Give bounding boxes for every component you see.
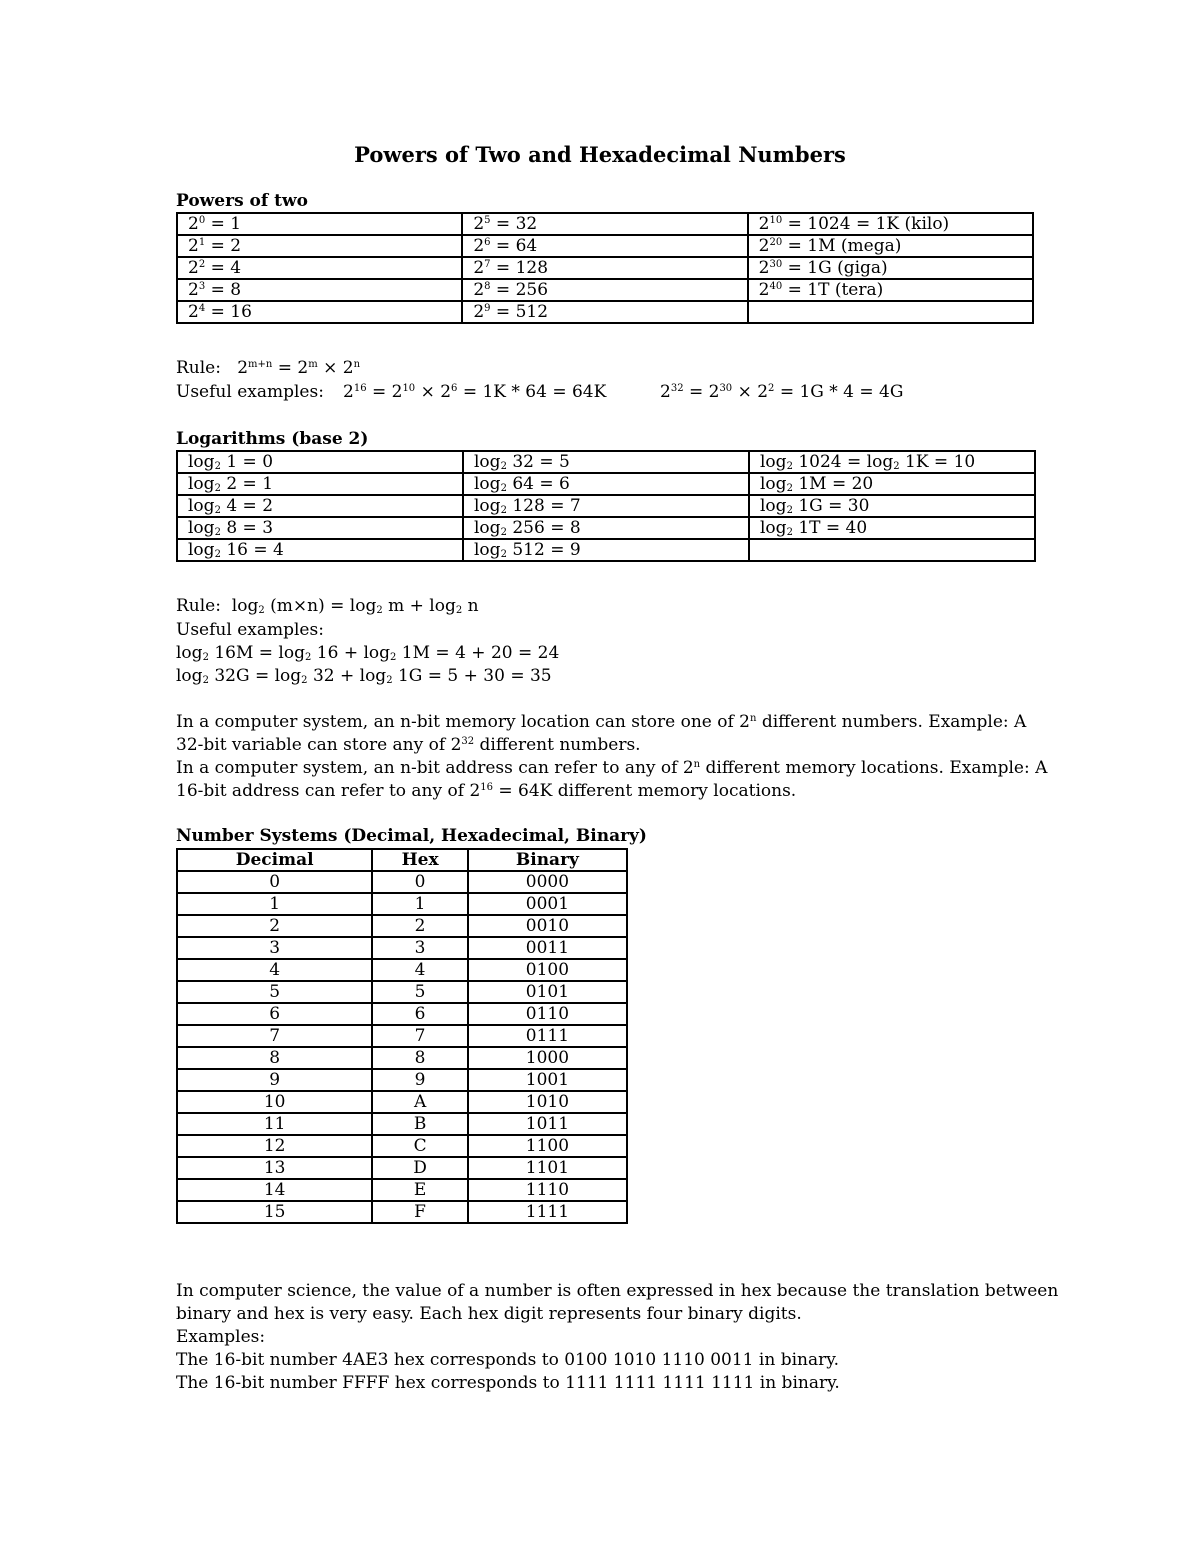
- hex-paragraph-line: In computer science, the value of a number is often expressed in hex because the translation between: [176, 1281, 1059, 1301]
- cell-log-base: 2: [214, 461, 221, 472]
- cell-value: = 1M (mega): [782, 236, 902, 256]
- binary-cell: 1000: [468, 1047, 627, 1069]
- hex-cell: E: [372, 1179, 467, 1201]
- hex-example-2: The 16-bit number FFFF hex corresponds to 1111 1111 1111 1111 in binary.: [176, 1373, 840, 1393]
- hex-cell: 8: [372, 1047, 467, 1069]
- text-run: 1G = 5 + 30 = 35: [392, 666, 552, 686]
- text-run: 16M = log: [208, 643, 305, 663]
- number-systems-row: [177, 1201, 627, 1223]
- powers-cell: [177, 213, 462, 235]
- cell-exponent: 9: [484, 303, 491, 314]
- decimal-cell: 1: [177, 893, 372, 915]
- logs-cell: [749, 451, 1035, 473]
- powers-cell: [177, 235, 462, 257]
- column-header-binary: Binary: [468, 849, 627, 871]
- decimal-cell: 0: [177, 871, 372, 893]
- powers-cell: [177, 279, 462, 301]
- decimal-cell: 12: [177, 1135, 372, 1157]
- powers-cell: [462, 257, 747, 279]
- cell-exponent: 20: [769, 237, 783, 248]
- hex-cell: 3: [372, 937, 467, 959]
- cell-value: = 16: [205, 302, 252, 322]
- number-systems-row: [177, 871, 627, 893]
- logs-row: [177, 495, 1035, 517]
- cell-base: 2: [758, 258, 770, 278]
- cell-exponent: 40: [769, 281, 783, 292]
- logs-cell: [463, 517, 749, 539]
- text-run: m + log: [382, 596, 456, 616]
- cell-exponent: 5: [484, 215, 491, 226]
- logs-row: [177, 473, 1035, 495]
- text-run: different numbers.: [474, 735, 641, 755]
- cell-log-base: 2: [786, 461, 793, 472]
- number-systems-row: [177, 981, 627, 1003]
- cell-log: log: [188, 452, 215, 472]
- cell-base: 2: [188, 302, 199, 322]
- cell-value: = 256: [490, 280, 549, 300]
- cell-log: log: [760, 518, 787, 538]
- powers-cell: [177, 257, 462, 279]
- memory-paragraph-line: [176, 734, 641, 757]
- powers-cell: [748, 257, 1033, 279]
- cell-log: log: [760, 496, 787, 516]
- decimal-cell: 13: [177, 1157, 372, 1179]
- powers-heading: Powers of two: [176, 191, 308, 211]
- logs-cell: [177, 495, 463, 517]
- text-run: log: [231, 596, 259, 616]
- powers-cell: [462, 301, 747, 323]
- cell-base: 2: [758, 236, 770, 256]
- decimal-cell: 10: [177, 1091, 372, 1113]
- cell-value: = 8: [205, 280, 242, 300]
- text-run: log: [176, 643, 203, 663]
- hex-cell: 6: [372, 1003, 467, 1025]
- cell-base: 2: [758, 280, 770, 300]
- page-title: Powers of Two and Hexadecimal Numbers: [354, 142, 846, 167]
- text-run: different numbers. Example: A: [756, 712, 1027, 732]
- cell-log-base: 2: [786, 527, 793, 538]
- logs-cell: [749, 473, 1035, 495]
- powers-cell: [177, 301, 462, 323]
- examples-label: Examples:: [176, 1327, 266, 1347]
- hex-cell: 9: [372, 1069, 467, 1091]
- cell-base: 2: [473, 258, 485, 278]
- cell-value: 4 = 2: [220, 496, 274, 516]
- logs-cell: [749, 517, 1035, 539]
- address-paragraph-line: [176, 757, 1047, 780]
- logs-table: [176, 450, 1036, 562]
- powers-cell: [462, 279, 747, 301]
- hex-paragraph-line: binary and hex is very easy. Each hex digit represents four binary digits.: [176, 1304, 802, 1324]
- powers-cell: [748, 213, 1033, 235]
- decimal-cell: 9: [177, 1069, 372, 1091]
- logs-cell: [749, 495, 1035, 517]
- powers-cell: [748, 279, 1033, 301]
- cell-value: 512 = 9: [506, 540, 581, 560]
- cell-exponent: 3: [198, 281, 206, 292]
- binary-cell: 0110: [468, 1003, 627, 1025]
- powers-example-1: $2^{16} = 2^{10} \times 2^6 = 1K * 64 = 64K$: [343, 382, 607, 402]
- cell-value: 16 = 4: [220, 540, 284, 560]
- text-run: log: [176, 666, 203, 686]
- logs-cell: [749, 539, 1035, 561]
- logs-row: [177, 539, 1035, 561]
- subscript: 2: [390, 652, 397, 663]
- cell-log-base: 2: [214, 527, 221, 538]
- cell-log: log: [760, 474, 787, 494]
- number-systems-row: [177, 959, 627, 981]
- superscript: 32: [461, 736, 475, 747]
- logs-cell: [177, 517, 463, 539]
- binary-cell: 0001: [468, 893, 627, 915]
- text-run: 32-bit variable can store any of 2: [176, 735, 462, 755]
- number-systems-row: [177, 1069, 627, 1091]
- subscript: 2: [386, 675, 393, 686]
- binary-cell: 1111: [468, 1201, 627, 1223]
- powers-example-2: $2^{32} = 2^{30} \times 2^2 = 1G * 4 = 4G$: [660, 382, 904, 402]
- text-run: 1M = 4 + 20 = 24: [396, 643, 560, 663]
- cell-value: 1T = 40: [792, 518, 868, 538]
- decimal-cell: 3: [177, 937, 372, 959]
- text-run: n: [462, 596, 479, 616]
- hex-cell: 2: [372, 915, 467, 937]
- memory-paragraph-line: [176, 711, 1026, 734]
- decimal-cell: 7: [177, 1025, 372, 1047]
- powers-cell: [462, 235, 747, 257]
- subscript: 2: [301, 675, 308, 686]
- logs-example-2: [176, 665, 552, 688]
- address-paragraph-line: [176, 780, 796, 803]
- number-systems-heading: Number Systems (Decimal, Hexadecimal, Binary): [176, 826, 647, 846]
- logs-rule-expression: [232, 596, 479, 616]
- hex-cell: B: [372, 1113, 467, 1135]
- logs-cell: [463, 539, 749, 561]
- cell-value: = 64: [490, 236, 538, 256]
- powers-row: [177, 279, 1033, 301]
- cell-log: log: [474, 474, 501, 494]
- cell-value: = 32: [490, 214, 538, 234]
- decimal-cell: 14: [177, 1179, 372, 1201]
- cell-log-base: 2: [500, 505, 507, 516]
- cell-exponent: 4: [198, 303, 206, 314]
- powers-cell: [748, 235, 1033, 257]
- cell-base: 2: [188, 280, 199, 300]
- subscript: 2: [202, 675, 209, 686]
- text-run: (m×n) = log: [264, 596, 377, 616]
- binary-cell: 0101: [468, 981, 627, 1003]
- cell-value: 1024 = log: [792, 452, 894, 472]
- binary-cell: 1101: [468, 1157, 627, 1179]
- binary-cell: 1011: [468, 1113, 627, 1135]
- hex-cell: 0: [372, 871, 467, 893]
- text-run: 32G = log: [208, 666, 302, 686]
- cell-base: 2: [473, 302, 485, 322]
- text-run: different memory locations. Example: A: [700, 758, 1048, 778]
- hex-cell: F: [372, 1201, 467, 1223]
- decimal-cell: 11: [177, 1113, 372, 1135]
- number-systems-row: [177, 893, 627, 915]
- cell-value: 1G = 30: [792, 496, 870, 516]
- hex-cell: 4: [372, 959, 467, 981]
- powers-cell: [748, 301, 1033, 323]
- binary-cell: 1110: [468, 1179, 627, 1201]
- cell-log: log: [188, 474, 215, 494]
- binary-cell: 1010: [468, 1091, 627, 1113]
- cell-exponent: 2: [198, 259, 206, 270]
- logs-cell: [463, 473, 749, 495]
- cell-log: log: [760, 452, 787, 472]
- cell-log-base: 2: [214, 483, 221, 494]
- cell-base: 2: [473, 214, 485, 234]
- cell-log: log: [188, 540, 215, 560]
- cell-exponent: 30: [769, 259, 783, 270]
- hex-cell: 7: [372, 1025, 467, 1047]
- logs-example-1: [176, 642, 559, 665]
- cell-log-base: 2: [786, 483, 793, 494]
- decimal-cell: 5: [177, 981, 372, 1003]
- cell-log: log: [474, 518, 501, 538]
- cell-value: 32 = 5: [506, 452, 570, 472]
- number-systems-row: [177, 1135, 627, 1157]
- cell-exponent: 7: [484, 259, 491, 270]
- hex-example-1: The 16-bit number 4AE3 hex corresponds to 0100 1010 1110 0011 in binary.: [176, 1350, 839, 1370]
- cell-exponent: 10: [769, 215, 783, 226]
- cell-log: log: [474, 452, 501, 472]
- number-systems-row: [177, 1179, 627, 1201]
- logs-row: [177, 451, 1035, 473]
- number-systems-row: [177, 1113, 627, 1135]
- logs-cell: [177, 539, 463, 561]
- cell-value: 128 = 7: [506, 496, 581, 516]
- text-run: 16 + log: [311, 643, 391, 663]
- binary-cell: 1001: [468, 1069, 627, 1091]
- number-systems-row: [177, 915, 627, 937]
- number-systems-row: [177, 1025, 627, 1047]
- cell-log-base: 2: [214, 505, 221, 516]
- cell-log-base: 2: [500, 483, 507, 494]
- logs-cell: [177, 451, 463, 473]
- powers-table: [176, 212, 1034, 324]
- cell-value: = 128: [490, 258, 549, 278]
- cell-log-base: 2: [500, 527, 507, 538]
- cell-value: = 4: [205, 258, 242, 278]
- cell-value: = 1: [205, 214, 242, 234]
- cell-value: 1K = 10: [899, 452, 976, 472]
- cell-log-base: 2: [500, 461, 507, 472]
- cell-exponent: 0: [198, 215, 206, 226]
- cell-value: 256 = 8: [506, 518, 581, 538]
- number-systems-table: [176, 848, 628, 1224]
- hex-cell: 1: [372, 893, 467, 915]
- rule-label: Rule:: [176, 358, 221, 378]
- binary-cell: 1100: [468, 1135, 627, 1157]
- logs-cell: [463, 495, 749, 517]
- subscript: 2: [376, 605, 383, 616]
- decimal-cell: 4: [177, 959, 372, 981]
- cell-log-base: 2: [500, 549, 507, 560]
- logs-cell: [177, 473, 463, 495]
- cell-value: = 1024 = 1K (kilo): [782, 214, 950, 234]
- text-run: In a computer system, an n-bit memory location can store one of 2: [176, 712, 750, 732]
- cell-value: 8 = 3: [220, 518, 274, 538]
- cell-exponent: 1: [198, 237, 206, 248]
- logs-row: [177, 517, 1035, 539]
- cell-value: = 512: [490, 302, 549, 322]
- hex-cell: D: [372, 1157, 467, 1179]
- cell-value: = 1T (tera): [782, 280, 884, 300]
- superscript: n: [693, 759, 701, 770]
- column-header-decimal: Decimal: [177, 849, 372, 871]
- binary-cell: 0011: [468, 937, 627, 959]
- cell-log: log: [474, 540, 501, 560]
- logs-examples-label: Useful examples:: [176, 620, 324, 640]
- powers-cell: [462, 213, 747, 235]
- decimal-cell: 2: [177, 915, 372, 937]
- cell-log: log: [188, 496, 215, 516]
- cell-base: 2: [188, 258, 199, 278]
- number-systems-row: [177, 1157, 627, 1179]
- cell-log-base: 2: [786, 505, 793, 516]
- decimal-cell: 15: [177, 1201, 372, 1223]
- cell-base: 2: [188, 214, 199, 234]
- text-run: = 64K different memory locations.: [493, 781, 797, 801]
- decimal-cell: 6: [177, 1003, 372, 1025]
- hex-cell: A: [372, 1091, 467, 1113]
- binary-cell: 0010: [468, 915, 627, 937]
- hex-cell: 5: [372, 981, 467, 1003]
- column-header-hex: Hex: [372, 849, 467, 871]
- number-systems-row: [177, 1091, 627, 1113]
- hex-cell: C: [372, 1135, 467, 1157]
- cell-exponent: 8: [484, 281, 491, 292]
- logs-rule: Rule: $\log_2 (m\times n) = \log_2 m + \log_2 n$: [176, 596, 479, 616]
- powers-row: [177, 235, 1033, 257]
- powers-row: [177, 213, 1033, 235]
- powers-rule: Rule: $2^{m+n} = 2^m \times 2^n$: [176, 358, 361, 378]
- text-run: In a computer system, an n-bit address can refer to any of 2: [176, 758, 694, 778]
- cell-value: 1M = 20: [792, 474, 874, 494]
- decimal-cell: 8: [177, 1047, 372, 1069]
- subscript: 2: [202, 652, 209, 663]
- cell-value: 2 = 1: [220, 474, 274, 494]
- subscript: 2: [305, 652, 312, 663]
- superscript: n: [749, 713, 757, 724]
- text-run: 16-bit address can refer to any of 2: [176, 781, 481, 801]
- superscript: 16: [480, 782, 493, 793]
- powers-row: [177, 257, 1033, 279]
- cell-log: log: [474, 496, 501, 516]
- number-systems-row: [177, 937, 627, 959]
- powers-row: [177, 301, 1033, 323]
- binary-cell: 0000: [468, 871, 627, 893]
- cell-value: = 1G (giga): [782, 258, 888, 278]
- logs-heading: Logarithms (base 2): [176, 429, 369, 449]
- number-systems-row: [177, 1003, 627, 1025]
- logs-cell: [463, 451, 749, 473]
- cell-base: 2: [473, 280, 485, 300]
- cell-base: 2: [188, 236, 199, 256]
- subscript: 2: [455, 605, 463, 616]
- number-systems-row: [177, 1047, 627, 1069]
- powers-examples-label: Useful examples:: [176, 382, 324, 402]
- subscript: 2: [258, 605, 265, 616]
- cell-base: 2: [473, 236, 485, 256]
- cell-log: log: [188, 518, 215, 538]
- binary-cell: 0111: [468, 1025, 627, 1047]
- cell-value: = 2: [205, 236, 242, 256]
- cell-value: 64 = 6: [506, 474, 570, 494]
- cell-value: 1 = 0: [220, 452, 274, 472]
- cell-log-base: 2: [214, 549, 221, 560]
- cell-exponent: 6: [484, 237, 491, 248]
- binary-cell: 0100: [468, 959, 627, 981]
- cell-log-base: 2: [893, 461, 900, 472]
- cell-base: 2: [758, 214, 770, 234]
- text-run: 32 + log: [307, 666, 387, 686]
